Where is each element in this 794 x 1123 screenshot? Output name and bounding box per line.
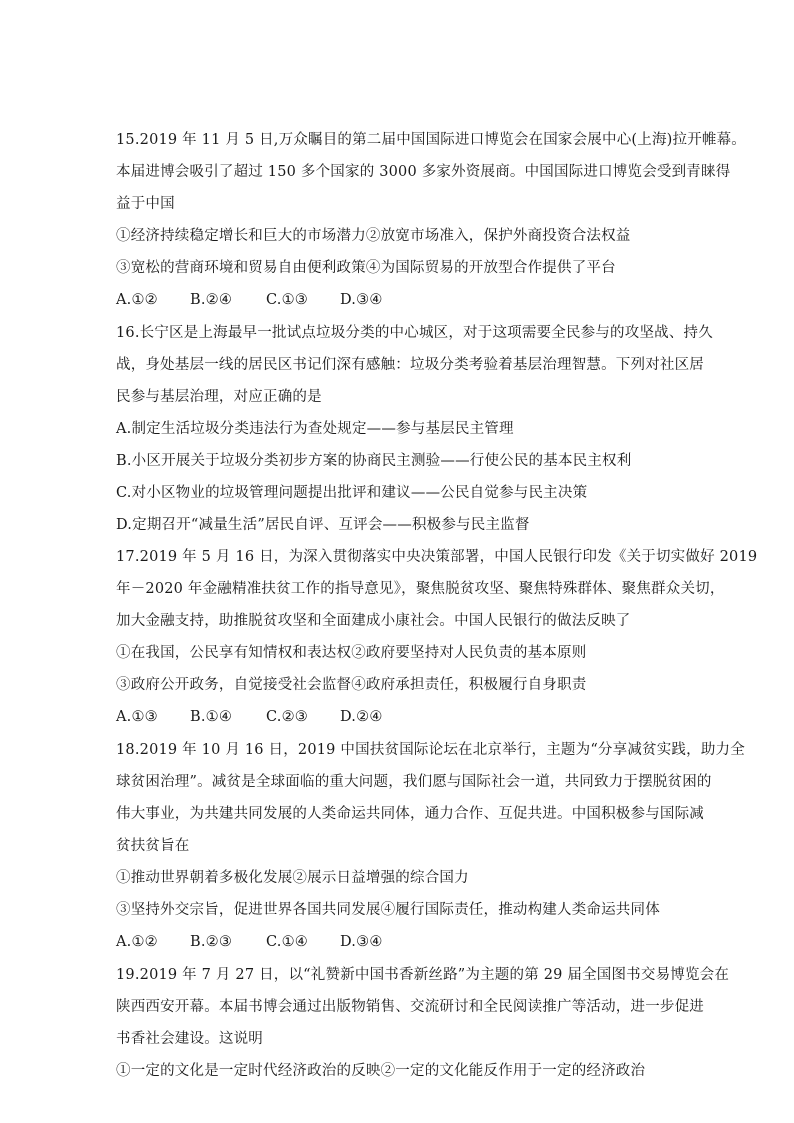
q15-answer-d: D.③④ bbox=[340, 292, 383, 308]
q15-answer-b: B.②④ bbox=[190, 292, 233, 308]
q15-options-row-2 bbox=[116, 258, 616, 278]
q19-line-1: 19.2019 年 7 月 27 日，以“礼赞新中国书香新丝路”为主题的第 29 届全国图书交易博览会在 bbox=[116, 967, 730, 983]
q18-options-row-2 bbox=[116, 900, 660, 920]
q17-answer-b: B.①④ bbox=[190, 709, 233, 725]
q17-option-3: ③政府公开政务，自觉接受社会监督 bbox=[116, 677, 352, 693]
q15-line-1: 15.2019 年 11 月 5 日,万众瞩目的第二届中国国际进口博览会在国家会展中心(上海)拉开帷幕。 bbox=[116, 132, 747, 148]
q18-line-4: 贫扶贫旨在 bbox=[116, 838, 190, 854]
q16-line-1: 16.长宁区是上海最早一批试点垃圾分类的中心城区，对于这项需要全民参与的攻坚战、持久 bbox=[116, 325, 713, 341]
q17-line-2: 年－2020 年金融精准扶贫工作的指导意见》，聚焦脱贫攻坚、聚焦特殊群体、聚焦群众关切， bbox=[116, 581, 725, 597]
q19-line-2: 陕西西安开幕。本届书博会通过出版物销售、交流研讨和全民阅读推广等活动，进一步促进 bbox=[116, 999, 704, 1015]
q17-answers bbox=[116, 707, 383, 727]
q19-line-3: 书香社会建设。这说明 bbox=[116, 1031, 263, 1047]
q18-answer-c: C.①④ bbox=[266, 934, 308, 950]
q19-options-row-1 bbox=[116, 1061, 645, 1081]
q15-answer-a: A.①② bbox=[116, 292, 158, 308]
q17-option-4: ④政府承担责任，积极履行自身职责 bbox=[351, 677, 587, 693]
q16-choice-a: A.制定生活垃圾分类违法行为查处规定——参与基层民主管理 bbox=[116, 421, 514, 437]
q17-options-row-1 bbox=[116, 643, 586, 663]
q16-choice-d: D.定期召开“减量生活”居民自评、互评会——积极参与民主监督 bbox=[116, 517, 530, 533]
q17-answer-a: A.①③ bbox=[116, 709, 158, 725]
q18-line-1: 18.2019 年 10 月 16 日，2019 中国扶贫国际论坛在北京举行，主题为“分享减贫实践，助力全 bbox=[116, 742, 745, 758]
q18-option-4: ④履行国际责任，推动构建人类命运共同体 bbox=[380, 902, 660, 918]
q18-line-3: 伟大事业，为共建共同发展的人类命运共同体，通力合作、互促共进。中国积极参与国际减 bbox=[116, 806, 704, 822]
q17-options-row-2 bbox=[116, 675, 586, 695]
q15-option-1: ①经济持续稳定增长和巨大的市场潜力 bbox=[116, 228, 366, 244]
q15-option-3: ③宽松的营商环境和贸易自由便利政策 bbox=[116, 260, 366, 276]
q17-answer-d: D.②④ bbox=[340, 709, 383, 725]
q16-choice-b: B.小区开展关于垃圾分类初步方案的协商民主测验——行使公民的基本民主权利 bbox=[116, 453, 632, 469]
q15-options-row-1 bbox=[116, 226, 631, 246]
q18-answer-a: A.①② bbox=[116, 934, 158, 950]
q17-line-3: 加大金融支持，助推脱贫攻坚和全面建成小康社会。中国人民银行的做法反映了 bbox=[116, 613, 631, 629]
q18-answer-b: B.②③ bbox=[190, 934, 233, 950]
q17-option-1: ①在我国，公民享有知情权和表达权 bbox=[116, 645, 352, 661]
q18-answers bbox=[116, 932, 383, 952]
q18-line-2: 球贫困治理”。减贫是全球面临的重大问题，我们愿与国际社会一道，共同致力于摆脱贫困的 bbox=[116, 774, 712, 790]
q15-option-4: ④为国际贸易的开放型合作提供了平台 bbox=[365, 260, 616, 276]
q19-option-1: ①一定的文化是一定时代经济政治的反映 bbox=[116, 1063, 381, 1079]
q18-option-2: ②展示日益增强的综合国力 bbox=[292, 870, 469, 886]
q18-options-row-1 bbox=[116, 868, 469, 888]
q19-option-2: ②一定的文化能反作用于一定的经济政治 bbox=[380, 1063, 646, 1079]
q15-answers bbox=[116, 290, 383, 310]
q16-choice-c: C.对小区物业的垃圾管理问题提出批评和建议——公民自觉参与民主决策 bbox=[116, 485, 588, 501]
q15-line-3: 益于中国 bbox=[116, 196, 175, 212]
q16-line-3: 民参与基层治理，对应正确的是 bbox=[116, 389, 322, 405]
q17-option-2: ②政府要坚持对人民负责的基本原则 bbox=[351, 645, 587, 661]
q18-answer-d: D.③④ bbox=[340, 934, 383, 950]
q18-option-3: ③坚持外交宗旨，促进世界各国共同发展 bbox=[116, 902, 381, 918]
q15-option-2: ②放宽市场准入，保护外商投资合法权益 bbox=[365, 228, 631, 244]
q17-line-1: 17.2019 年 5 月 16 日，为深入贯彻落实中央决策部署，中国人民银行印发《关于切实做好 2019 bbox=[116, 549, 758, 565]
q16-line-2: 战，身处基层一线的居民区书记们深有感触：垃圾分类考验着基层治理智慧。下列对社区居 bbox=[116, 357, 704, 373]
q17-answer-c: C.②③ bbox=[266, 709, 308, 725]
q18-option-1: ①推动世界朝着多极化发展 bbox=[116, 870, 293, 886]
q15-line-2: 本届进博会吸引了超过 150 多个国家的 3000 多家外资展商。中国国际进口博览会受到青睐得 bbox=[116, 164, 731, 180]
q15-answer-c: C.①③ bbox=[266, 292, 308, 308]
